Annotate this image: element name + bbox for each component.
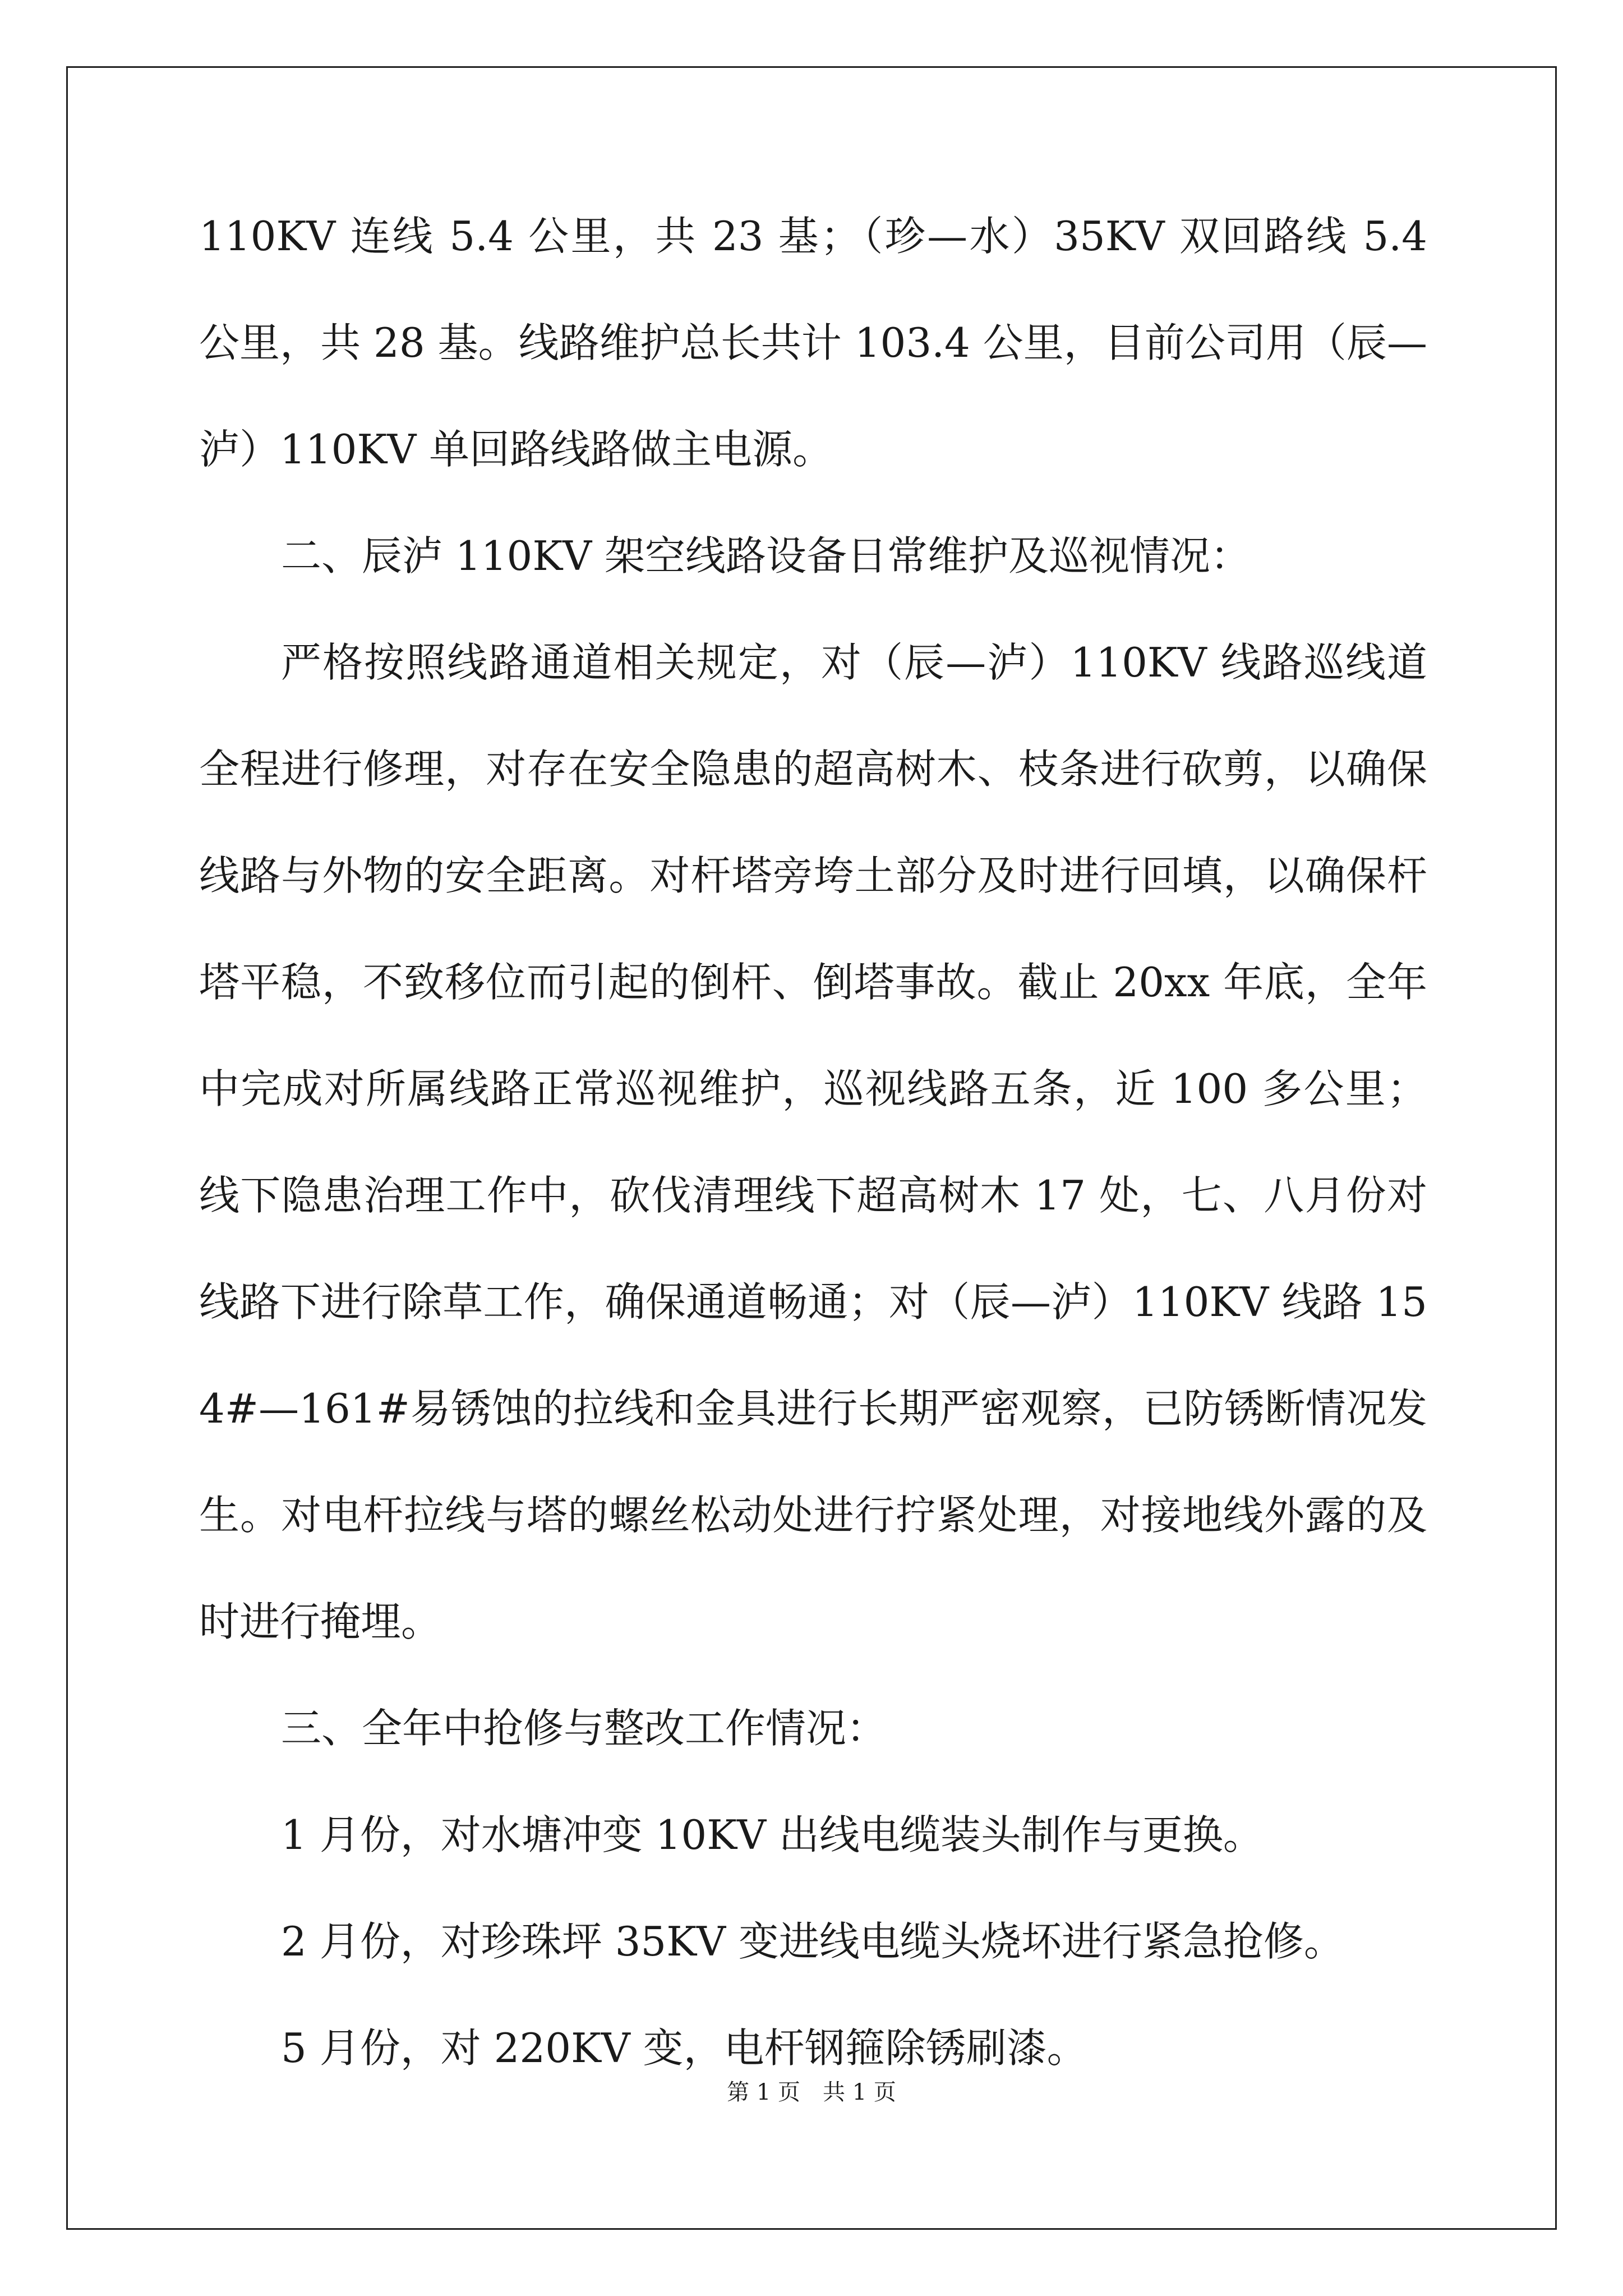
paragraph-line-summary: 110KV 连线 5.4 公里，共 23 基；（珍—水）35KV 双回路线 5.4 公里，共 28 基。线路维护总长共计 103.4 公里，目前公司用（辰—泸）110KV 单回路线路做主电源。	[199, 213, 1427, 473]
repair-item-february: 2 月份，对珍珠坪 35KV 变进线电缆头烧坏进行紧急抢修。	[281, 1918, 1344, 1965]
document-body	[199, 208, 1427, 2101]
repair-item-may: 5 月份，对 220KV 变，电杆钢箍除锈刷漆。	[281, 2024, 1087, 2072]
page-number-footer: 第 1 页 共 1 页	[727, 2079, 896, 2105]
paragraph-maintenance-details: 严格按照线路通道相关规定，对（辰—泸）110KV 线路巡线道全程进行修理，对存在安全隐患的超高树木、枝条进行砍剪，以确保线路与外物的安全距离。对杆塔旁垮土部分及时进行回填，以确保杆塔平稳，不致移位而引起的倒杆、倒塔事故。截止 20xx 年底，全年中完成对所属线路正常巡视维护，巡视线路五条，近 100 多公里；线下隐患治理工作中，砍伐清理线下超高树木 17 处，七、八月份对线路下进行除草工作，确保通道畅通；对（辰—泸）110KV 线路 154#—161#易锈蚀的拉线和金具进行长期严密观察，已防锈断情况发生。对电杆拉线与塔的螺丝松动处进行拧紧处理，对接地线外露的及时进行掩埋。	[199, 639, 1427, 1645]
repair-item-january: 1 月份，对水塘冲变 10KV 出线电缆装头制作与更换。	[281, 1811, 1264, 1858]
section-heading-repairs: 三、全年中抢修与整改工作情况：	[281, 1705, 887, 1752]
section-heading-maintenance: 二、辰泸 110KV 架空线路设备日常维护及巡视情况：	[281, 532, 1251, 579]
